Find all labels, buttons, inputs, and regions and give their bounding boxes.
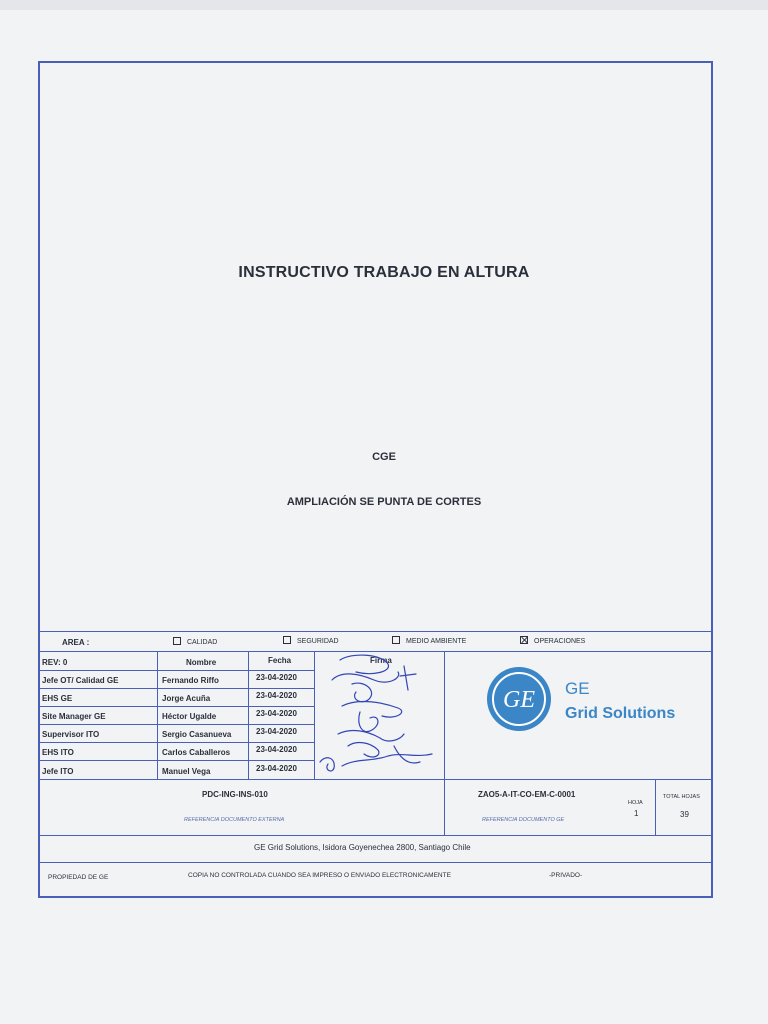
name-cell: Fernando Riffo [162, 676, 219, 685]
company-address: GE Grid Solutions, Isidora Goyenechea 2800, Santiago Chile [254, 843, 471, 852]
name-cell: Manuel Vega [162, 767, 211, 776]
date-header: Fecha [268, 656, 292, 665]
ge-reference-code: ZAO5-A-IT-CO-EM-C-0001 [478, 790, 576, 799]
date-cell: 23-04-2020 [256, 745, 297, 754]
brand-division: Grid Solutions [565, 705, 676, 722]
brand-name: GE [565, 679, 590, 698]
classification-label: -PRIVADO- [549, 872, 583, 879]
date-cell: 23-04-2020 [256, 709, 297, 718]
property-notice: PROPIEDAD DE GE [48, 874, 109, 881]
role-cell: Jefe ITO [42, 767, 74, 776]
date-cell: 23-04-2020 [256, 691, 297, 700]
area-label: AREA : [62, 638, 90, 647]
role-cell: Supervisor ITO [42, 730, 100, 739]
name-cell: Héctor Ugalde [162, 712, 217, 721]
area-option-seguridad[interactable]: SEGURIDAD [283, 636, 339, 645]
checkbox-calidad[interactable] [173, 637, 181, 645]
sheet-number: 1 [634, 809, 639, 818]
ge-monogram-logo [486, 666, 552, 732]
ge-reference-label: REFERENCIA DOCUMENTO GE [482, 817, 565, 823]
area-option-medio-ambiente[interactable]: MEDIO AMBIENTE [392, 636, 466, 645]
scan-edge [0, 0, 768, 10]
logo-monogram-text: GE [503, 687, 535, 713]
client-name: CGE [372, 451, 396, 463]
checkbox-medio-ambiente[interactable] [392, 636, 400, 644]
role-cell: Site Manager GE [42, 712, 106, 721]
name-cell: Jorge Acuña [162, 694, 211, 703]
name-cell: Carlos Caballeros [162, 748, 231, 757]
name-header: Nombre [186, 658, 217, 667]
project-name: AMPLIACIÓN SE PUNTA DE CORTES [286, 496, 482, 508]
revision-label: REV: 0 [42, 658, 68, 667]
role-cell: Jefe OT/ Calidad GE [42, 676, 119, 685]
role-cell: EHS GE [42, 694, 73, 703]
total-sheets-value: 39 [680, 810, 689, 819]
signature-header: Firma [370, 656, 392, 665]
date-cell: 23-04-2020 [256, 673, 297, 682]
external-reference-label: REFERENCIA DOCUMENTO EXTERNA [184, 817, 285, 823]
document-title: INSTRUCTIVO TRABAJO EN ALTURA [238, 264, 530, 281]
handwritten-signatures [312, 650, 444, 778]
copy-notice: COPIA NO CONTROLADA CUANDO SEA IMPRESO O ENVIADO ELECTRONICAMENTE [188, 872, 451, 879]
date-cell: 23-04-2020 [256, 727, 297, 736]
total-sheets-label: TOTAL HOJAS [663, 794, 700, 800]
sheet-label: HOJA [628, 800, 643, 806]
checkbox-operaciones-checked[interactable] [520, 636, 528, 644]
role-cell: EHS ITO [42, 748, 74, 757]
checkbox-seguridad[interactable] [283, 636, 291, 644]
area-option-calidad[interactable]: CALIDAD [173, 637, 217, 646]
external-reference-code: PDC-ING-INS-010 [202, 790, 268, 799]
area-option-operaciones[interactable]: OPERACIONES [520, 636, 585, 645]
date-cell: 23-04-2020 [256, 764, 297, 773]
name-cell: Sergio Casanueva [162, 730, 232, 739]
